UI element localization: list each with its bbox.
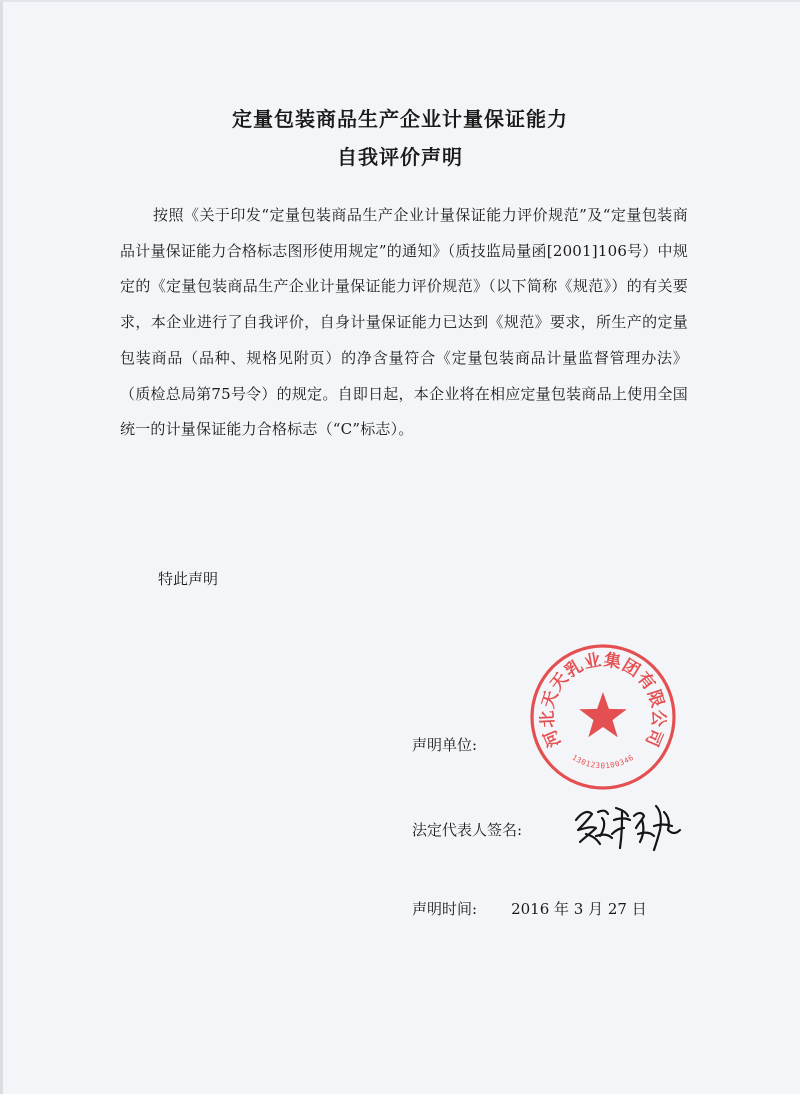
company-seal-stamp [528,642,678,792]
seal-code [570,753,635,771]
seal-star-icon [579,692,627,737]
legal-representative-row [412,819,522,840]
declaration-date-row [412,898,647,919]
handwritten-signature [568,790,688,860]
declaring-unit-label: 声明单位: [412,736,478,754]
closing-statement: 特此声明 [158,570,219,588]
declaring-unit-row [412,734,477,755]
declaration-date-value: 2016 年 3 月 27 日 [511,900,647,918]
document-title: 定量包装商品生产企业计量保证能力 [232,107,568,131]
declaration-paragraph: 按照《关于印发“定量包装商品生产企业计量保证能力评价规范”及“定量包装商品计量保证能力合格标志图形使用规定”的通知》（质技监局量函[2001]106号）中规定的《定量包装商品生产企业计量保证能力评价规范》（以下简称《规范》）的有关要求，本企业进行了自我评价，自身计量保证能力已达到《规范》要求，所生产的定量包装商品（品种、规格见附页）的净含量符合《定量包装商品计量监督管理办法》（质检总局第75号令）的规定。自即日起，本企业将在相应定量包装商品上使用全国统一的计量保证能力合格标志（“C”标志）。 [120,206,688,439]
seal-code-path: 1301230100346 [570,752,636,771]
declaration-date-label: 声明时间: [412,900,478,918]
legal-representative-label: 法定代表人签名: [412,821,523,839]
seal-company-name-path: 河北天天乳业集团有限公司 [537,650,669,751]
document-subtitle: 自我评价声明 [337,145,463,169]
